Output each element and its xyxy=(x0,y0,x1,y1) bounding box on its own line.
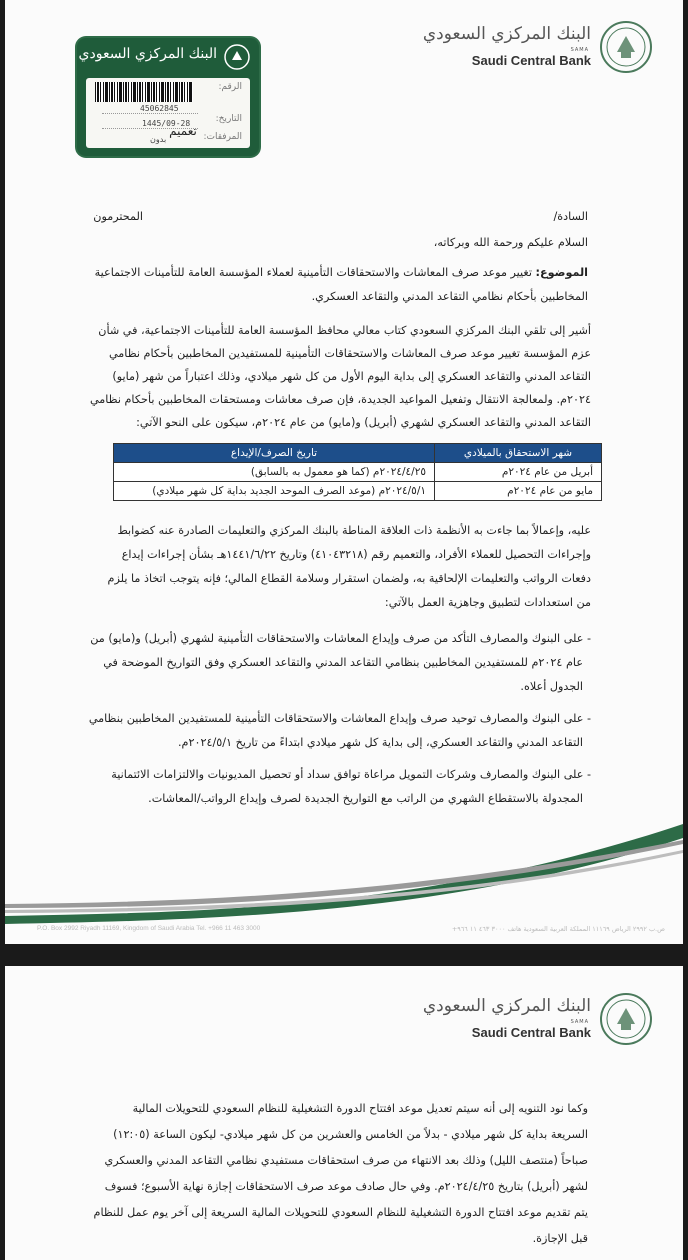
body-line: من استعدادات لتطبيق وجاهزية العمل بالآتي: xyxy=(384,596,591,609)
footer-address-arabic: ص.ب ٢٩٩٢ الرياض ١١١٦٩ المملكة العربية السعودية هاتف ٣٠٠٠ ٤٦٣ ١١ ٩٦٦+ xyxy=(451,925,665,933)
page2-line: وكما نود التنويه إلى أنه سيتم تعديل موعد افتتاح الدورة التشغيلية للنظام السعودي للتحويلات المالية xyxy=(132,1102,588,1115)
bullet-line: على البنوك والمصارف توحيد صرف وإيداع المعاشات والاستحقاقات التأمينية للمستفيدين المخاطبين بنظامي xyxy=(88,712,584,725)
page2-line: صباحاً (منتصف الليل) وذلك بعد الانتهاء من صرف استحقاقات مستفيدي نظامي التقاعد المدني والعسكري xyxy=(104,1154,588,1167)
salutation-to: السادة/ xyxy=(553,210,588,223)
bank-sama-label: SAMA xyxy=(570,47,589,53)
stamp-number: 45062845 xyxy=(140,104,179,113)
reference-stamp xyxy=(77,38,259,156)
bank-name-arabic: البنك المركزي السعودي xyxy=(422,996,591,1016)
subject-text: تغيير موعد صرف المعاشات والاستحقاقات التأمينية لعملاء المؤسسة العامة للتأمينات الاجتماعية xyxy=(94,266,532,279)
bullet-item: - على البنوك والمصارف وشركات التمويل مراعاة توافق سداد أو تحصيل المديونيات والالتزامات الائتمانية xyxy=(111,768,591,781)
intro-line: ٢٠٢٤م. ولمعالجة الانتقال وتفعيل المواعيد الجديدة، فإن صرف معاشات ومستحقات المخاطبين بأحكام نظامي xyxy=(89,393,591,406)
bank-logo xyxy=(422,992,653,1052)
bullet-line: التقاعد المدني والتقاعد العسكري، إلى بداية كل شهر ميلادي ابتداءً من تاريخ ٢٠٢٤/٥/١م. xyxy=(177,736,583,749)
bullet-line: على البنوك والمصارف التأكد من صرف وإيداع المعاشات والاستحقاقات التأمينية لشهري (أبريل) و(مايو) من xyxy=(90,632,584,645)
bank-seal-icon xyxy=(599,992,653,1046)
table-header-row xyxy=(114,444,602,463)
table-header-cell: تاريخ الصرف/الإيداع xyxy=(114,444,435,463)
letter-page-1 xyxy=(5,0,683,944)
bank-logo xyxy=(422,20,653,80)
table-header-cell: شهر الاستحقاق بالميلادي xyxy=(435,444,602,463)
subject-line-2: المخاطبين بأحكام نظامي التقاعد المدني والتقاعد العسكري. xyxy=(311,290,588,303)
bank-name-english: Saudi Central Bank xyxy=(471,1025,591,1040)
table-row xyxy=(114,482,602,501)
stamp-seal-icon xyxy=(223,43,251,71)
stamp-date: 1445/09-28 xyxy=(142,119,191,128)
body-line: وإجراءات التحصيل للعملاء الأفراد، والتعميم رقم (٤١٠٤٣٢١٨) وتاريخ ١٤٤١/٦/٢٢هـ بشأن إجراءات إيداع xyxy=(121,548,591,561)
page2-line: السريعة بداية كل شهر ميلادي - بدلاً من الخامس والعشرين من كل شهر ميلادي- ليكون الساعة (١٢:٠٥) xyxy=(113,1128,588,1141)
greeting: السلام عليكم ورحمة الله وبركاته، xyxy=(433,236,588,249)
stamp-number-label: الرقم: xyxy=(218,82,242,92)
subject-label: الموضوع: xyxy=(535,266,588,279)
bullet-line: عام ٢٠٢٤م للمستفيدين المخاطبين بنظامي التقاعد المدني والتقاعد العسكري وفق التواريخ الموضحة في xyxy=(103,656,583,669)
bank-name-arabic: البنك المركزي السعودي xyxy=(422,24,591,44)
table-cell: مايو من عام ٢٠٢٤م xyxy=(435,482,602,501)
bullet-line: على البنوك والمصارف وشركات التمويل مراعاة توافق سداد أو تحصيل المديونيات والالتزامات الائتمانية xyxy=(111,768,584,781)
stamp-attachments: بدون xyxy=(150,135,167,144)
stamp-date-label: التاريخ: xyxy=(215,114,242,124)
table-cell: ٢٠٢٤/٤/٢٥م (كما هو معمول به بالسابق) xyxy=(114,463,435,482)
intro-line: التقاعد المدني والتقاعد العسكري لشهري (أبريل) و(مايو) من عام ٢٠٢٤م، سيكون على النحو الآتي: xyxy=(136,416,591,429)
stamp-attachments-label: المرفقات: xyxy=(203,132,242,142)
body-line: عليه، وإعمالاً بما جاءت به الأنظمة ذات العلاقة المناطة بالبنك المركزي والتعليمات الصادرة عنه كضوابط xyxy=(117,524,591,537)
page2-line: لشهر (أبريل) بتاريخ ٢٠٢٤/٤/٢٥م. وفي حال صادف موعد صرف الاستحقاقات إجازة نهاية الأسبوع؛ فسوف xyxy=(104,1180,588,1193)
payment-schedule-table xyxy=(113,443,602,501)
document-type: تعميم xyxy=(169,124,197,138)
stamp-divider xyxy=(102,113,198,114)
intro-line: عزم المؤسسة تغيير موعد صرف المعاشات والاستحقاقات التأمينية للمستفيدين المخاطبين بأحكام نظامي xyxy=(108,347,591,360)
table-row xyxy=(114,463,602,482)
letter-page-2 xyxy=(5,966,683,1260)
bullet-item: - على البنوك والمصارف توحيد صرف وإيداع المعاشات والاستحقاقات التأمينية للمستفيدين المخاطبين بنظامي xyxy=(88,712,591,725)
intro-line: التقاعد المدني والتقاعد العسكري إلى بداية اليوم الأول من كل شهر ميلادي، وذلك اعتباراً من شهر (مايو) xyxy=(112,370,591,383)
bullet-line: الجدول أعلاه. xyxy=(520,680,583,693)
body-line: دفعات الرواتب والتعليمات الإلحاقية به، ولضمان استقرار وسلامة القطاع المالي؛ فإنه يتوجب اتخاذ ما يلزم xyxy=(107,572,591,585)
page2-line: قبل الإجازة. xyxy=(532,1232,588,1245)
bank-seal-icon xyxy=(599,20,653,74)
intro-line: أشير إلى تلقي البنك المركزي السعودي كتاب معالي محافظ المؤسسة العامة للتأمينات الاجتماعية، في شأن xyxy=(98,324,591,337)
bank-sama-label: SAMA xyxy=(570,1019,589,1025)
salutation-honorific: المحترمون xyxy=(93,210,143,223)
stamp-title: البنك المركزي السعودي xyxy=(78,46,217,62)
subject-line-1 xyxy=(88,266,588,279)
barcode xyxy=(95,82,193,102)
bullet-line: المجدولة بالاستقطاع الشهري من الراتب مع التواريخ الجديدة لصرف وإيداع الرواتب/المعاشات. xyxy=(148,792,583,805)
table-cell: ٢٠٢٤/٥/١م (موعد الصرف الموحد الجديد بداية كل شهر ميلادي) xyxy=(114,482,435,501)
table-cell: أبريل من عام ٢٠٢٤م xyxy=(435,463,602,482)
footer-address-english: P.O. Box 2992 Riyadh 11169, Kingdom of Saudi Arabia Tel. +966 11 463 3000 xyxy=(37,925,261,932)
footer-swoosh xyxy=(5,820,683,925)
bank-name-english: Saudi Central Bank xyxy=(471,53,591,68)
footer xyxy=(5,925,683,939)
page2-line: يتم تقديم موعد افتتاح الدورة التشغيلية للنظام السعودي للتحويلات المالية السريعة إلى آخر يوم عمل للنظام xyxy=(93,1206,588,1219)
bullet-item: - على البنوك والمصارف التأكد من صرف وإيداع المعاشات والاستحقاقات التأمينية لشهري (أبريل) و(مايو) من xyxy=(90,632,591,645)
